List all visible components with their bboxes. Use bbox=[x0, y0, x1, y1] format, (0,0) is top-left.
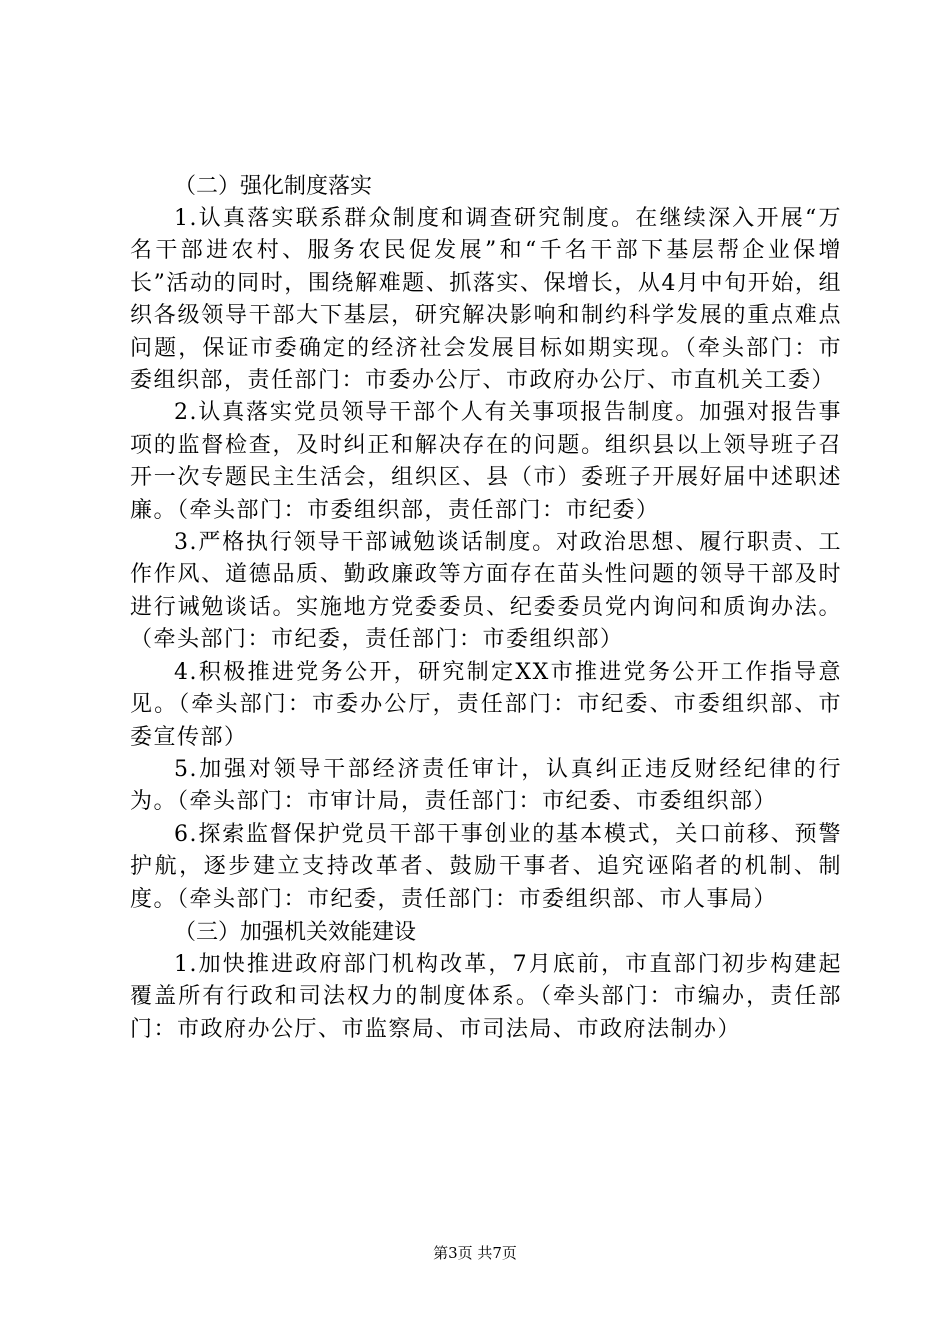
paragraph-2-2: 2.认真落实党员领导干部个人有关事项报告制度。加强对报告事项的监督检查，及时纠正和解决存在的问题。组织县以上领导班子召开一次专题民主生活会，组织区、县（市）委班子开展好届中述职述廉。（牵头部门：市委组织部，责任部门：市纪委） bbox=[130, 400, 842, 523]
section-heading-2: （二）强化制度落实 bbox=[174, 174, 373, 199]
paragraph-2-3: 3.严格执行领导干部诫勉谈话制度。对政治思想、履行职责、工作作风、道德品质、勤政廉政等方面存在苗头性问题的领导干部及时进行诫勉谈话。实施地方党委委员、纪委委员党内询问和质询办法。（牵头部门：市纪委，责任部门：市委组织部） bbox=[130, 530, 842, 653]
page-footer: 第3页 共7页 bbox=[433, 1244, 517, 1262]
paragraph-2-5: 5.加强对领导干部经济责任审计，认真纠正违反财经纪律的行为。（牵头部门：市审计局，责任部门：市纪委、市委组织部） bbox=[130, 756, 842, 815]
paragraph-2-6: 6.探索监督保护党员干部干事创业的基本模式，关口前移、预警护航，逐步建立支持改革者、鼓励干事者、追究诬陷者的机制、制度。（牵头部门：市纪委，责任部门：市委组织部、市人事局） bbox=[130, 821, 842, 912]
section-heading-3: （三）加强机关效能建设 bbox=[174, 919, 417, 945]
paragraph-2-1: 1.认真落实联系群众制度和调查研究制度。在继续深入开展“万名干部进农村、服务农民促发展”和“千名干部下基层帮企业保增长”活动的同时，围绕解难题、抓落实、保增长，从4月中旬开始，组织各级领导干部大下基层，研究解决影响和制约科学发展的重点难点问题，保证市委确定的经济社会发展目标如期实现。（牵头部门：市委组织部，责任部门：市委办公厅、市政府办公厅、市直机关工委） bbox=[130, 206, 842, 394]
paragraph-3-1: 1.加快推进政府部门机构改革，7月底前，市直部门初步构建起覆盖所有行政和司法权力的制度体系。（牵头部门：市编办，责任部门：市政府办公厅、市监察局、市司法局、市政府法制办） bbox=[130, 951, 842, 1042]
paragraph-2-4: 4.积极推进党务公开，研究制定XX市推进党务公开工作指导意见。（牵头部门：市委办公厅，责任部门：市纪委、市委组织部、市委宣传部） bbox=[130, 659, 842, 750]
document-body bbox=[130, 170, 842, 1046]
